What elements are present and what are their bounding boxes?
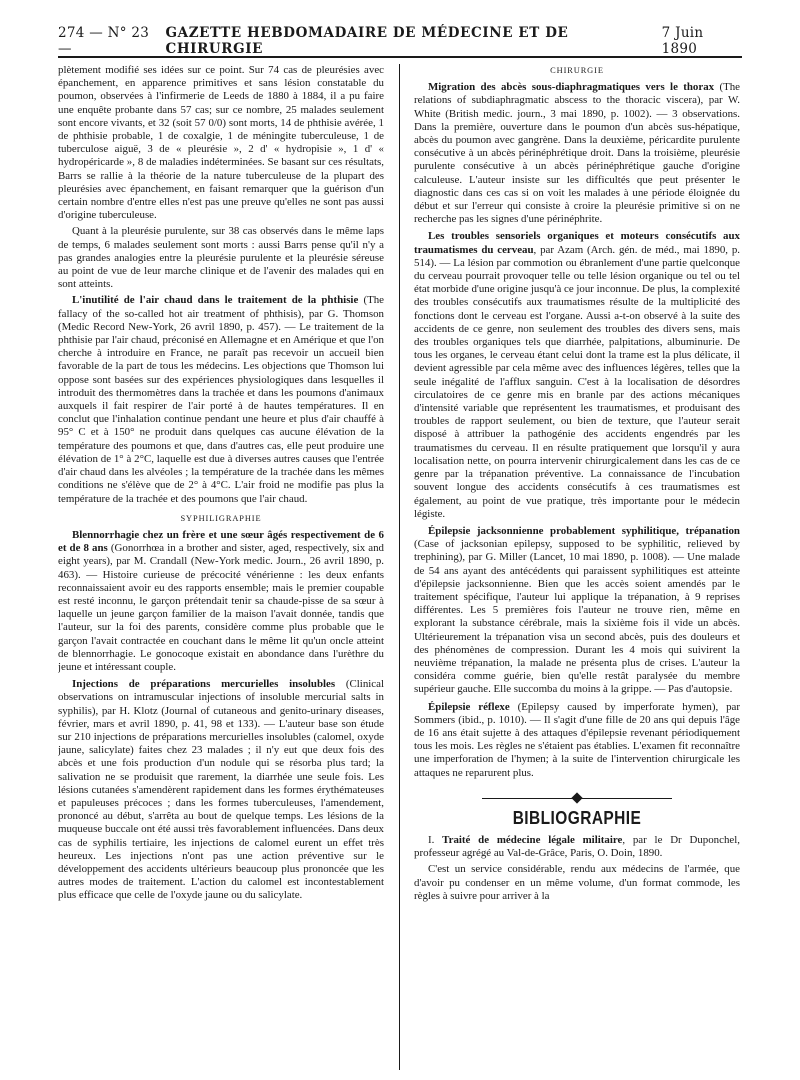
article-body: , par Azam (Arch. gén. de méd., mai 1890, p. 514). — La lésion par commotion ou ébranlement d'une partie quelconque du cerveau pourrait provoquer telle ou telle lésion organique ou tel ou tel état morbide d'une origine jusqu'à ce jour inconnue. De plus, la complexité des troubles consécutifs aux traumatismes résulte de la multiplicité des fonctions dont le cerveau est l'organe. Aussi a-t-on observé à la suite des accidents de ce genre, non seulement des troubles des divers sens, mais des troubles organiques tels que diarrhée, palpitations, albuminurie. De tous les organes, le cerveau étant celui dont la trame est la plus délicate, il devient agressible par cela même avec des influences légères, telles que la seule inégalité de l'afflux sanguin. C'est à la localisation de désordres circulatoires de ce genre mis en branle par des actions mécaniques d'intensité variable que représentent les traumatismes, et produisant des troubles de rapport seulement, ou bien de texture, que l'auteur serait disposé à attribuer la pathogénie des accidents engendrés par les traumatismes du cerveau. Il en résulte pratiquement que lorsqu'il y aura localisation nette, on pourra intervenir chirurgicalement dans les cas de ce genre par la trépanation préventive. La connaissance de l'incubation souvent longue des accidents consécutifs à ces traumatismes est également, au point de vue pratique, très importante pour le médecin légiste. [414, 243, 740, 520]
right-column [414, 64, 740, 1070]
article-body: (Case of jacksonian epilepsy, supposed to be syphilitic, relieved by trephining), par G. Miller (Lancet, 10 mai 1890, p. 1008). — Une malade de 54 ans ayant des antécédents qui paraissent syphilitiques est atteinte d'épilepsie jacksonnienne. Bien que les accès soient amendés par le traitement spécifique, l'auteur lui applique la trépanation, à 9 reprises différentes. Les 5 premières fois l'auteur ne trouve rien, même en explorant la substance cérébrale, mais la sixième fois il vide un abcès. Ultérieurement la trépanation visa un second abcès, puis des douleurs et des phénomènes de compression. Durant les 4 mois qui suivirent la neuvième trépanation, la malade ne présenta plus de crises. L'auteur la considéra comme guérie, bien qu'elle restât paralysée du membre supérieur gauche. Elle succomba du moins à la grippe. — Pas d'autopsie. [414, 538, 740, 696]
article-blennorrhagie [58, 529, 384, 674]
article-body: (Gonorrhœa in a brother and sister, aged, respectively, six and eight years), par M. Crandall (New-York medic. Journ., 26 avril 1890, p. 463). — Histoire curieuse de précocité vénérienne : les deux enfants reconnaissaient avoir eu des rapports ensemble; mais le premier coupable est resté inconnu, le garçon prétendait tenir sa chaude-pisse de sa sœur à laquelle un jeune garçon familier de la maison l'avait donnée, tandis que l'auteur, sur la foi des parents, considère comme plus probable que le garçon l'avait contractée en couchant dans le même lit qu'un oncle atteint de blennorrhagie. Le gonocoque existait en abondance dans l'urèthre du jeune et intéressant couple. [58, 542, 384, 673]
paragraph: plètement modifié ses idées sur ce point. Sur 74 cas de pleurésies avec épanchement, en apparence primitives et sans lésion constatable du poumon, observées à l'infirmerie de Leeds de 1880 à 1884, il a pu faire une enquête probante dans 57 cas; sur ce nombre, 25 malades seulement sont encore vivants, et 32 (soit 57 0/0) sont morts, 14 de phthisie avérée, 1 de phthisie probable, 1 de coxalgie, 1 de méningite tuberculeuse, 1 de tuberculose aiguë, 3 de « pleurésie », 2 d' « hydropisie », 1 d' « hydropéricarde », 8 de maladies indéterminées. Se basant sur ces résultats, Barrs se rallie à la théorie de la nature tuberculeuse de la plupart des pleurésies avec épanchement, en faisant remarquer que la guérison d'un certain nombre d'entre elles n'est pas une preuve qu'elles ne sont pas aussi d'origine tuberculeuse. [58, 64, 384, 222]
article-abces-sous-diaphragmatiques [414, 81, 740, 226]
page-number: 274 — N° 23 — [58, 25, 150, 57]
article-epilepsie-reflexe [414, 701, 740, 780]
article-heading: Injections de préparations mercurielles insolubles [72, 678, 336, 691]
article-heading: Migration des abcès sous-diaphragmatiques vers le thorax [428, 81, 715, 94]
issue-date: 7 Juin 1890 [661, 25, 704, 57]
left-column [58, 64, 384, 1070]
bibliography-entry: I. Traité de médecine légale militaire, par le Dr Duponchel, professeur agrégé au Val-de-Grâce, Paris, O. Doin, 1890. [414, 833, 740, 860]
column-divider [399, 64, 400, 1070]
article-injections-mercurielles [58, 678, 384, 902]
article-body: (Clinical observations on intramuscular injections of insoluble mercurial salts in syphilis), par H. Klotz (Journal of cutaneous and genito-urinary diseases, février, mars et avril 1890, p. 41, 98 et 133). — L'auteur base son étude sur 210 injections de préparations mercurielles insolubles (calomel, oxyde jaune, salicylate) faites chez 23 malades ; il n'y eut que deux fois des abcès et une fois production d'un nodule qui se résorba plus tard; la salivation ne se produisit que rarement, la diarrhée une seule fois. Les lésions cutanées s'amendèrent rapidement dans les formes érythémateuses et papuleuses précoces ; dans les formes tuberculeuses, l'amendement, prononcé au début, s'arrêta au bout de quelque temps. Les lésions de la muqueuse buccale ont été aussi très favorablement influencées. Dans deux cas de syphilis tertiaire, les injections de calomel eurent un effet très heureux. Les injections n'ont pas une action préventive sur le développement des accidents ultérieurs beaucoup plus prononcée que les autres modes de traitement. L'action du calomel est incontestablement plus efficace que celle de l'oxyde jaune ou du salicylate. [58, 678, 384, 902]
section-ornament-divider [482, 792, 672, 804]
article-body: (The relations of subdiaphragmatic abscess to the thoracic viscera), par W. White (British medic. journ., 3 mai 1890, p. 1002). — 3 observations. Dans la première, ouverture dans le poumon d'un abcès sus-hépatique, abcès du poumon avec gangrène. Dans la deuxième, péricardite purulente consécutive à un abcès périnéphrétique droit. Dans la troisième, pleurésie purulente consécutive à un abcès périnéphrétique gauche d'origine calculeuse. L'auteur insiste sur les difficultés que peut présenter le diagnostic dans ces cas si on voit les malades à une période éloignée du début et sur l'erreur qui consiste à croire la pleurésie primitive si on ne recherche pas les signes d'une périnéphrite. [414, 81, 740, 226]
article-heading: Les troubles sensoriels organiques et moteurs consécutifs aux traumatismes du cerveau [414, 230, 740, 256]
bibliographie-heading: BIBLIOGRAPHIE [512, 807, 642, 828]
paragraph: C'est un service considérable, rendu aux médecins de l'armée, que d'avoir pu condenser en un même volume, d'un format commode, les règles à suivre pour arriver à la [414, 863, 740, 902]
article-troubles-sensoriels [414, 230, 740, 520]
paragraph: Quant à la pleurésie purulente, sur 38 cas observés dans le même laps de temps, 6 malades seulement sont morts : aussi Barrs pense qu'il n'y a pas grandes analogies entre la pleurésie purulente et la pleurésie séreuse au point de vue de leur marche clinique et de l'avenir des malades qui en sont atteints. [58, 225, 384, 291]
section-heading-syphiligraphie: SYPHILIGRAPHIE [180, 513, 262, 523]
article-body: (The fallacy of the so-called hot air treatment of phthisis), par G. Thomson (Medic Record New-York, 26 avril 1890, p. 457). — Le traitement de la phthisie par l'air chaud, préconisé en Allemagne et en Amérique et que l'on cherche à introduire en France, ne paraît pas recevoir un accueil bien favorable de la part de tous les médecins. Les objections que Thomson lui oppose sont basées sur des expériences physiologiques dans lesquelles il introduit des thermomètres dans la trachée et dans les poumons d'animaux auxquels il fait respirer de l'air porté à de hautes températures. Il en conclut que l'inhalation continue pendant une heure et plus d'air chauffé à 95° C et à 150° ne produit dans quelques cas aucune élévation de la température des poumons et que, dans d'autres cas, elle peut produire une élévation de 1° à 2°C, laquelle est due à diverses autres causes que l'entrée d'air chaud dans les alvéoles ; la température de la trachée dans les mêmes conditions ne s'élève que de 2° à 4°C. L'air froid ne modifie pas plus la température de la trachée et des poumons que l'air chaud. [58, 294, 384, 505]
article-epilepsie-jacksonnienne [414, 525, 740, 697]
article-heading: Blennorrhagie chez un frère et une sœur âgés respectivement de 6 et de 8 ans [58, 528, 384, 555]
journal-title: GAZETTE HEBDOMADAIRE DE MÉDECINE ET DE CHIRURGIE [165, 25, 569, 57]
article-body: (Epilepsy caused by imperforate hymen), par Sommers (ibid., p. 1010). — Il s'agit d'une fille de 20 ans qui depuis l'âge de 16 ans était sujette à des attaques d'épilepsie revenant périodiquement tous les mois. Les règles ne s'étaient pas établies. L'examen fit reconnaître une imperforation de l'hymen; à la suite de l'intervention chirurgicale les attaques ne reparurent plus. [414, 700, 740, 779]
page-header [58, 26, 742, 58]
section-heading-chirurgie: CHIRURGIE [550, 66, 604, 75]
article-hot-air-phthisis [58, 294, 384, 505]
article-heading: L'inutilité de l'air chaud dans le traitement de la phthisie [72, 294, 359, 307]
diamond-ornament-icon [571, 792, 582, 803]
bibliography-entry-title: Traité de médecine légale militaire [442, 833, 623, 846]
article-heading: Épilepsie réflexe [428, 700, 510, 713]
article-heading: Épilepsie jacksonnienne probablement syphilitique, trépanation [428, 524, 740, 537]
